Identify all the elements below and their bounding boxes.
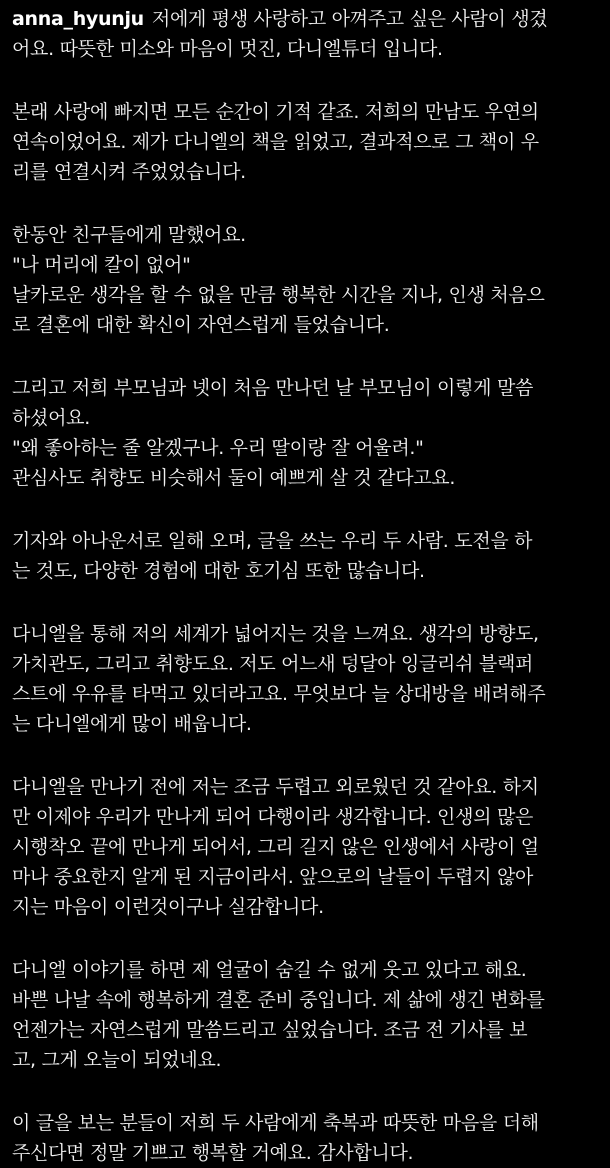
- caption-paragraph: [12, 97, 598, 187]
- caption-line: 다니엘 이야기를 하면 제 얼굴이 숨길 수 없게 웃고 있다고 해요.: [12, 959, 527, 981]
- caption-paragraph: [12, 373, 598, 493]
- caption-line: 스트에 우유를 타먹고 있더라고요. 무엇보다 늘 상대방을 배려해주: [12, 683, 546, 705]
- caption-line: 고, 그게 오늘이 되었네요.: [12, 1049, 222, 1071]
- caption-line: 는 다니엘에게 많이 배웁니다.: [12, 713, 252, 735]
- caption-line: 마나 중요한지 알게 된 지금이라서. 앞으로의 날들이 두렵지 않아: [12, 866, 534, 888]
- caption-line: 기자와 아나운서로 일해 오며, 글을 쓰는 우리 두 사람. 도전을 하: [12, 530, 533, 552]
- caption-paragraph: [12, 772, 598, 922]
- caption-line: 연속이었어요. 제가 다니엘의 책을 읽었고, 결과적으로 그 책이 우: [12, 131, 539, 153]
- caption-line: [12, 4, 598, 34]
- caption-paragraph: [12, 955, 598, 1075]
- caption-line: 바쁜 나날 속에 행복하게 결혼 준비 중입니다. 제 삶에 생긴 변화를: [12, 989, 545, 1011]
- caption-line: 언젠가는 자연스럽게 말씀드리고 싶었습니다. 조금 전 기사를 보: [12, 1019, 528, 1041]
- caption-line: 이 글을 보는 분들이 저희 두 사람에게 축복과 따뜻한 마음을 더해: [12, 1112, 539, 1134]
- caption-line: 본래 사랑에 빠지면 모든 순간이 기적 같죠. 저희의 만남도 우연의: [12, 101, 539, 123]
- caption-paragraph: [12, 4, 598, 64]
- caption-line: 그리고 저희 부모님과 넷이 처음 만나던 날 부모님이 이렇게 말씀: [12, 377, 534, 399]
- caption-line: 주신다면 정말 기쁘고 행복할 거예요. 감사합니다.: [12, 1142, 414, 1164]
- caption-line: 다니엘을 만나기 전에 저는 조금 두렵고 외로웠던 것 같아요. 하지: [12, 776, 539, 798]
- caption-text: 저에게 평생 사랑하고 아껴주고 싶은 사람이 생겼: [151, 8, 548, 30]
- caption-line: 로 결혼에 대한 확신이 자연스럽게 들었습니다.: [12, 314, 390, 336]
- caption-line: 리를 연결시켜 주었었습니다.: [12, 161, 246, 183]
- caption-paragraph: [12, 526, 598, 586]
- caption-line: "왜 좋아하는 줄 알겠구나. 우리 딸이랑 잘 어울려.": [12, 437, 424, 459]
- caption-line: 가치관도, 그리고 취향도요. 저도 어느새 덩달아 잉글리쉬 블랙퍼: [12, 653, 534, 675]
- caption-line: 는 것도, 다양한 경험에 대한 호기심 또한 많습니다.: [12, 560, 425, 582]
- caption-line: 어요. 따뜻한 미소와 마음이 멋진, 다니엘튜더 입니다.: [12, 38, 443, 60]
- caption-line: 한동안 친구들에게 말했어요.: [12, 224, 246, 246]
- username-link[interactable]: anna_hyunju: [12, 8, 144, 30]
- caption-line: 하셨어요.: [12, 407, 90, 429]
- caption-line: 지는 마음이 이런것이구나 실감합니다.: [12, 896, 324, 918]
- caption-line: 관심사도 취향도 비슷해서 둘이 예쁘게 살 것 같다고요.: [12, 467, 456, 489]
- caption-line: 날카로운 생각을 할 수 없을 만큼 행복한 시간을 지나, 인생 처음으: [12, 284, 545, 306]
- caption-line: 시행착오 끝에 만나게 되어서, 그리 길지 않은 인생에서 사랑이 얼: [12, 836, 539, 858]
- caption-paragraph: [12, 1108, 598, 1168]
- caption-paragraph: [12, 619, 598, 739]
- caption-line: 만 이제야 우리가 만나게 되어 다행이라 생각합니다. 인생의 많은: [12, 806, 534, 828]
- caption-line: 다니엘을 통해 저의 세계가 넓어지는 것을 느껴요. 생각의 방향도,: [12, 623, 539, 645]
- caption-paragraph: [12, 220, 598, 340]
- caption-line: "나 머리에 칼이 없어": [12, 254, 191, 276]
